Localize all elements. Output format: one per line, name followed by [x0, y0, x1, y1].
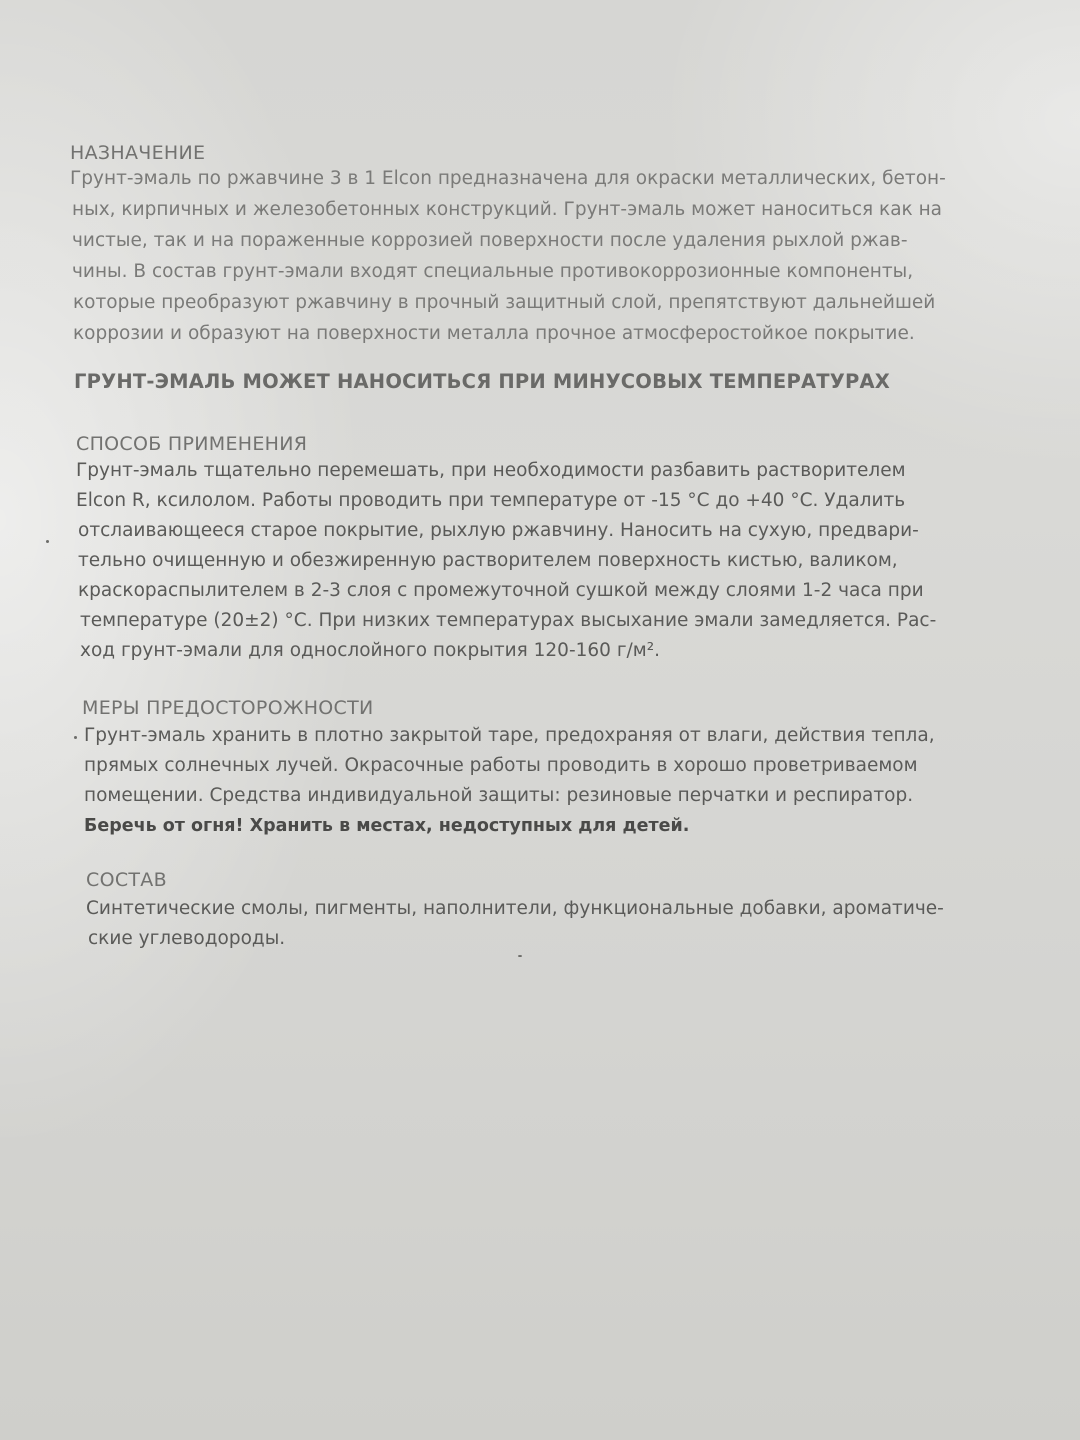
purpose-line-5: которые преобразуют ржавчину в прочный защитный слой, препятствуют дальнейшей — [73, 292, 936, 313]
precautions-warning: Беречь от огня! Хранить в местах, недоступных для детей. — [84, 816, 690, 836]
precautions-heading: МЕРЫ ПРЕДОСТОРОЖНОСТИ — [82, 697, 374, 719]
application-heading: СПОСОБ ПРИМЕНЕНИЯ — [76, 433, 308, 455]
application-line-3: отслаивающееся старое покрытие, рыхлую ржавчину. Наносить на сухую, предвари- — [78, 520, 919, 541]
precautions-line-1: Грунт-эмаль хранить в плотно закрытой таре, предохраняя от влаги, действия тепла, — [84, 725, 935, 746]
purpose-line-4: чины. В состав грунт-эмали входят специальные противокоррозионные компоненты, — [72, 261, 914, 282]
purpose-heading: НАЗНАЧЕНИЕ — [70, 142, 206, 164]
purpose-line-6: коррозии и образуют на поверхности металла прочное атмосферостойкое покрытие. — [73, 323, 915, 344]
application-line-1: Грунт-эмаль тщательно перемешать, при необходимости разбавить растворителем — [76, 460, 906, 481]
application-line-5: краскораспылителем в 2-3 слоя с промежуточной сушкой между слоями 1-2 часа при — [78, 580, 924, 601]
print-speck — [74, 736, 77, 739]
composition-heading: СОСТАВ — [86, 869, 167, 891]
purpose-line-3: чистые, так и на пораженные коррозией поверхности после удаления рыхлой ржав- — [72, 230, 908, 251]
print-speck — [518, 955, 522, 957]
purpose-line-2: ных, кирпичных и железобетонных конструкций. Грунт-эмаль может наноситься как на — [72, 199, 943, 220]
application-line-6: температуре (20±2) °С. При низких температурах высыхание эмали замедляется. Рас- — [80, 610, 937, 631]
composition-line-2: ские углеводороды. — [88, 928, 286, 949]
composition-line-1: Синтетические смолы, пигменты, наполнители, функциональные добавки, ароматиче- — [86, 898, 944, 919]
application-line-4: тельно очищенную и обезжиренную растворителем поверхность кистью, валиком, — [78, 550, 898, 571]
precautions-line-3: помещении. Средства индивидуальной защиты: резиновые перчатки и респиратор. — [84, 785, 914, 806]
notice-heading: ГРУНТ-ЭМАЛЬ МОЖЕТ НАНОСИТЬСЯ ПРИ МИНУСОВЫХ ТЕМПЕРАТУРАХ — [74, 370, 890, 393]
precautions-line-2: прямых солнечных лучей. Окрасочные работы проводить в хорошо проветриваемом — [84, 755, 918, 776]
print-speck — [46, 540, 49, 543]
application-line-7: ход грунт-эмали для однослойного покрытия 120-160 г/м². — [80, 640, 661, 661]
application-line-2: Elcon R, ксилолом. Работы проводить при температуре от -15 °С до +40 °С. Удалить — [76, 490, 906, 511]
purpose-line-1: Грунт-эмаль по ржавчине 3 в 1 Elcon предназначена для окраски металлических, бетон- — [70, 168, 946, 189]
